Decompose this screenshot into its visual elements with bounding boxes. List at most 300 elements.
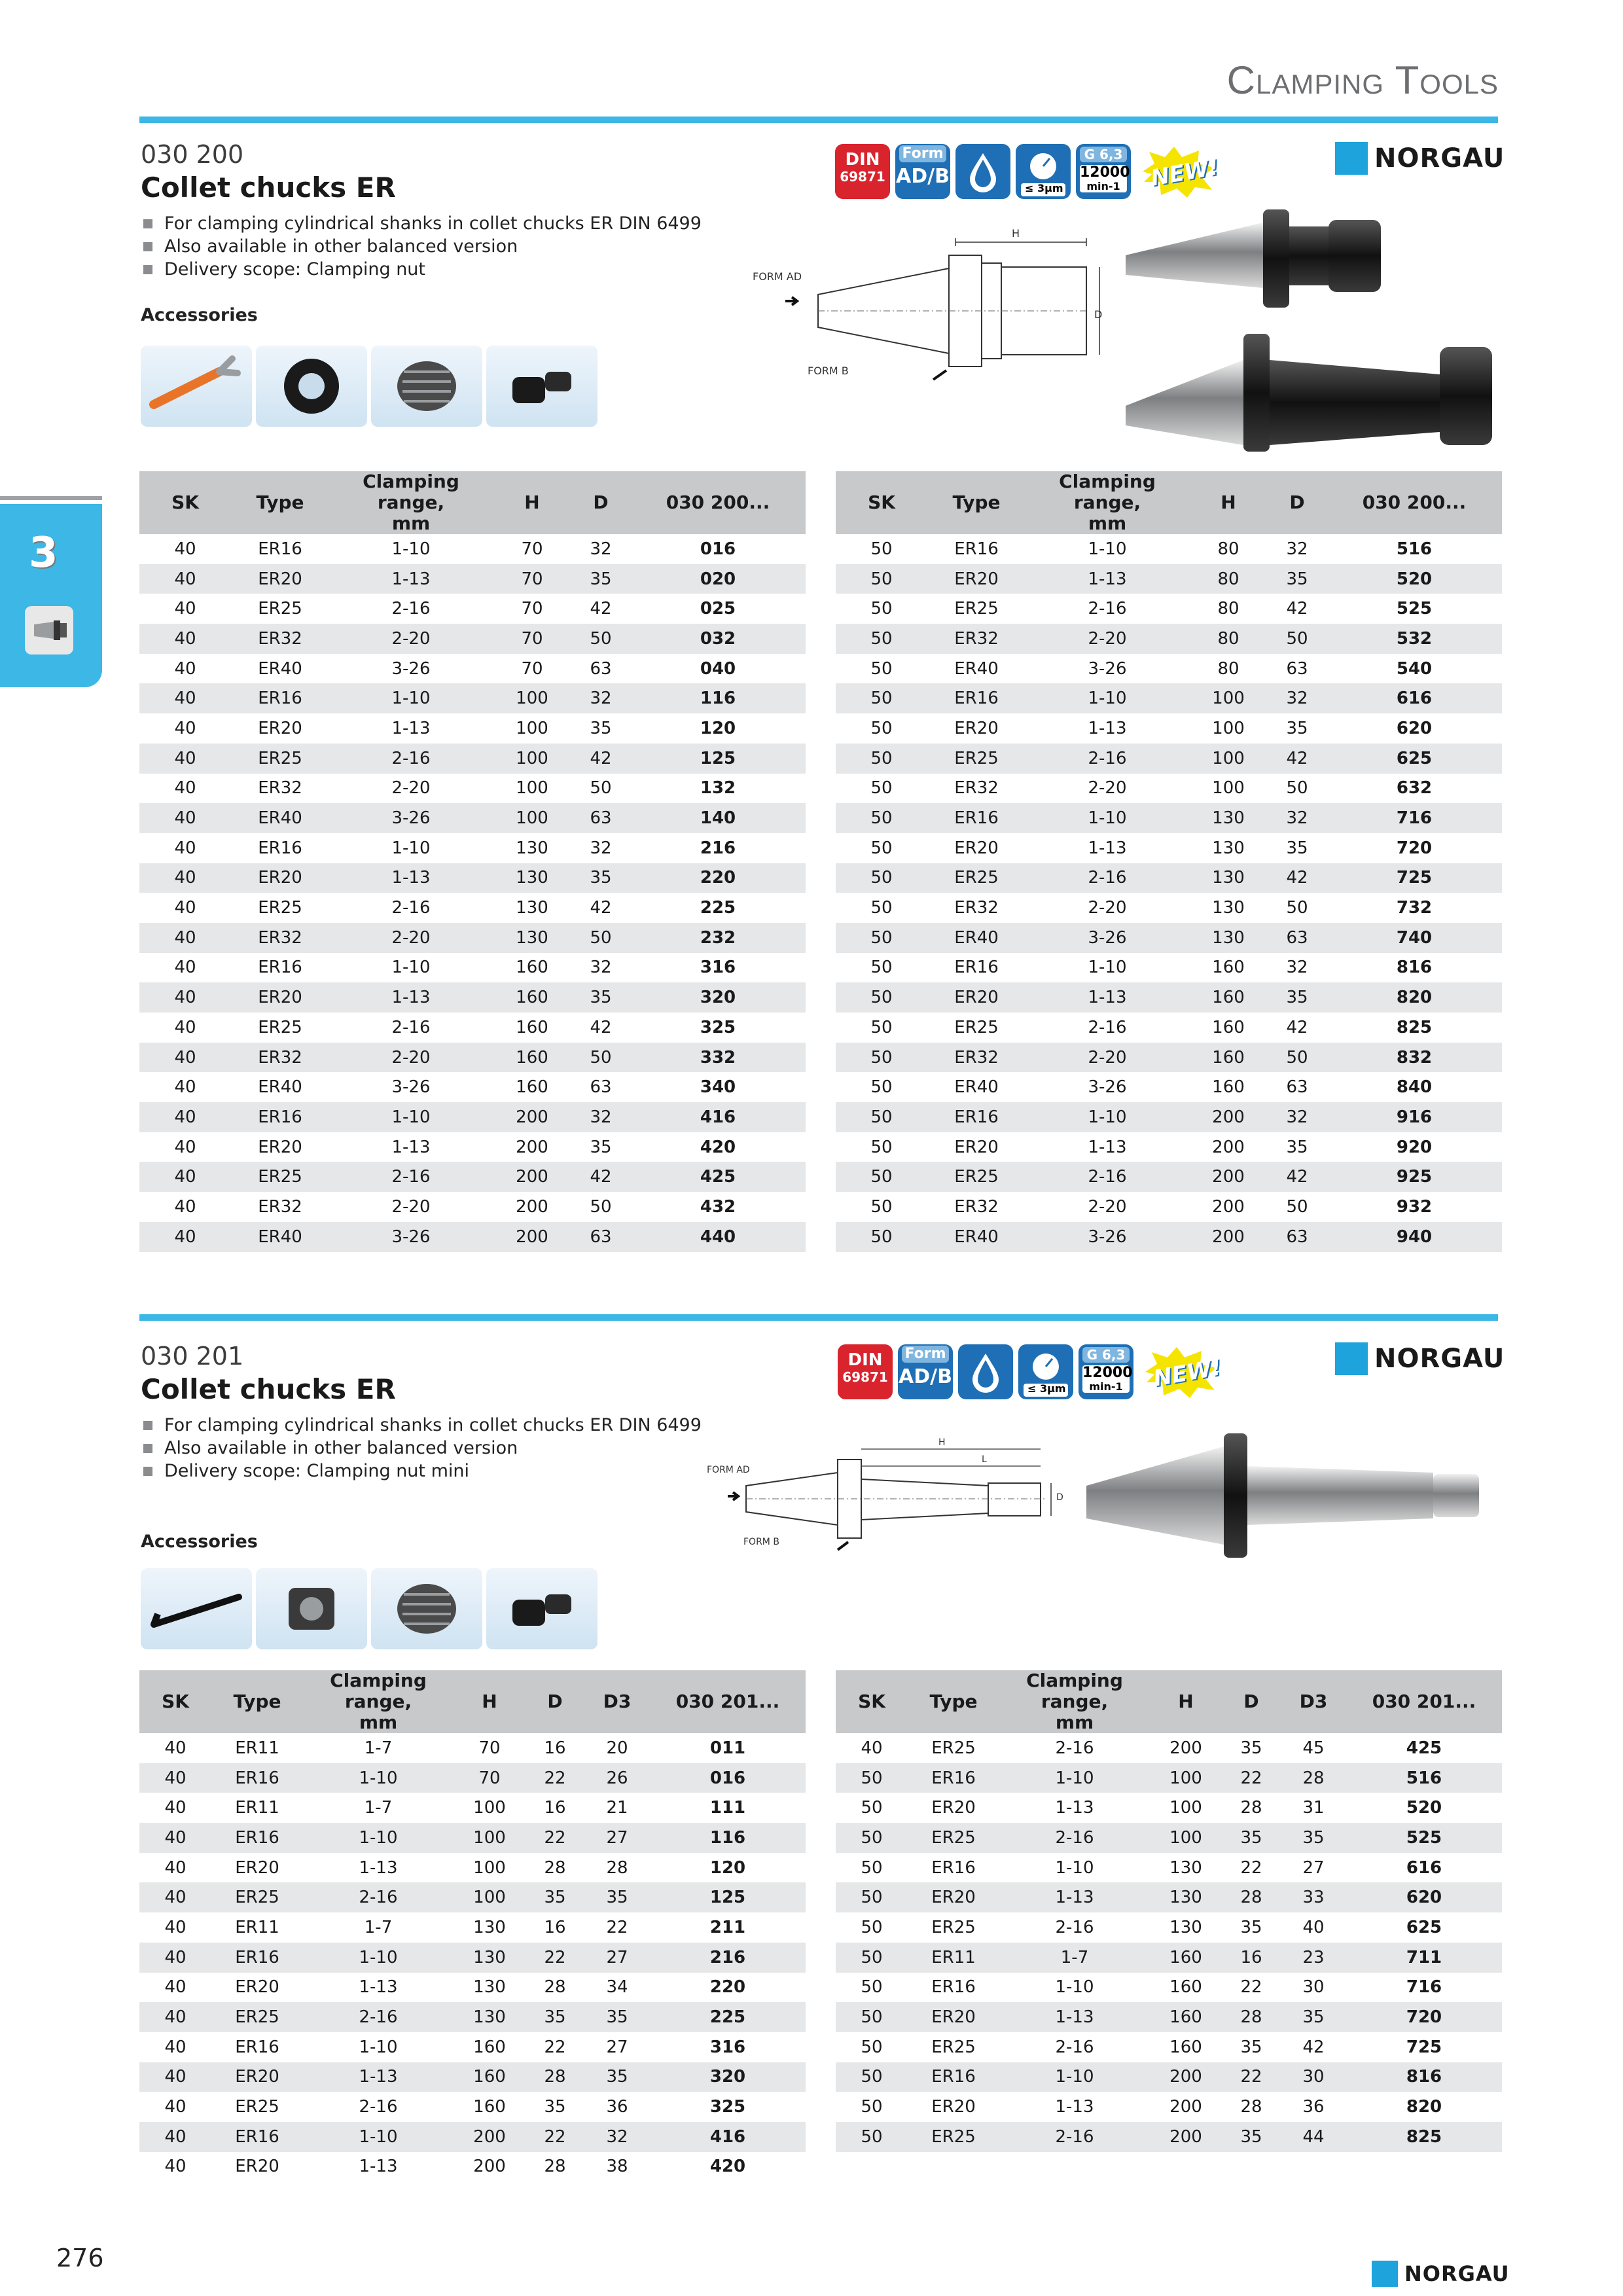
table-cell: 20 [606,1738,628,1758]
section-1-accessories [141,346,597,427]
table-cell: 200 [1189,1102,1268,1132]
section-1-number: 030 200 [141,140,244,169]
table-cell: 40 [164,1738,187,1758]
table-cell: 1-10 [1055,1977,1094,1998]
collet-accessory[interactable] [371,1568,482,1649]
svg-text:L: L [982,1454,987,1465]
table-cell: 40 [139,863,231,893]
table-row [139,1043,806,1073]
article-code-cell: 520 [1327,564,1502,594]
table-cell: 40 [164,2097,187,2117]
article-code-cell: 516 [1346,1763,1502,1793]
table-cell: ER20 [954,1137,999,1157]
table-cell: 42 [590,898,612,918]
clamping-nut-accessory[interactable] [256,346,367,427]
col-header-h: H [454,1670,526,1733]
table-cell: 42 [1268,1162,1327,1192]
table-cell: 50 [870,838,893,858]
table-cell: 2-16 [1088,1017,1127,1037]
article-code-cell: 116 [630,683,806,713]
table-cell: 1-13 [999,2002,1150,2032]
table-cell: ER40 [231,803,329,833]
balance-tolerance: ≤ 3µm [1027,1382,1066,1395]
table-row [836,1943,1502,1973]
table-row [836,1162,1502,1192]
table-cell: ER32 [231,1043,329,1073]
section-1-accessories-label: Accessories [141,305,258,325]
table-cell: 50 [836,564,927,594]
table-row [139,774,806,804]
table-cell: ER32 [954,778,999,798]
table-cell: 22 [1222,1763,1281,1793]
table-row [836,982,1502,1013]
pull-stud-accessory[interactable] [486,346,597,427]
table-cell: 50 [836,863,927,893]
table-cell: 32 [571,683,630,713]
table-cell: 200 [473,2157,506,2177]
article-code-cell: 025 [700,599,736,619]
article-code-cell: 432 [700,1196,736,1217]
table-cell: 160 [1212,958,1245,978]
table-cell: 200 [1169,2097,1202,2117]
table-cell: 35 [571,982,630,1013]
table-cell: 130 [1212,898,1245,918]
table-cell: 40 [139,1943,211,1973]
table-cell: 100 [516,778,548,798]
brand-square-icon [1335,1342,1368,1375]
table-row [836,1882,1502,1912]
table-cell: 42 [1286,599,1308,619]
article-code-cell: 320 [630,982,806,1013]
table-cell: 2-20 [1026,1043,1189,1073]
table-cell: 1-10 [1026,803,1189,833]
article-code-cell: 620 [1346,1882,1502,1912]
table-cell: 50 [870,1137,893,1157]
article-code-cell: 816 [1396,958,1433,978]
table-cell: 28 [1281,1763,1346,1793]
brand-square-icon [1335,142,1368,175]
article-code-cell: 820 [1406,2097,1442,2117]
table-cell: 130 [493,923,571,953]
article-code-cell: 040 [700,658,736,679]
table-cell: 1-13 [1088,1137,1127,1157]
table-cell: 2-16 [391,898,431,918]
table-cell: 40 [139,683,231,713]
coolant-drop-icon [958,1344,1013,1399]
section-1-technical-drawing [753,223,1119,393]
table-cell: 100 [1189,744,1268,774]
article-code-cell: 720 [1346,2002,1502,2032]
table-cell: ER40 [231,1222,329,1252]
table-row [139,564,806,594]
top-divider [139,117,1498,123]
table-cell: 27 [584,1943,650,1973]
table-cell: 70 [493,564,571,594]
table-cell: 40 [174,958,196,978]
table-cell: 35 [571,863,630,893]
table-cell: ER16 [231,1102,329,1132]
article-code-cell: 316 [700,958,736,978]
article-code-cell: 825 [1346,2122,1502,2152]
table-cell: 100 [493,683,571,713]
table-cell: 70 [478,1738,501,1758]
table-cell: 3-26 [1088,658,1127,679]
table-row [139,1013,806,1043]
feature-item: Delivery scope: Clamping nut mini [141,1460,702,1482]
svg-text:D: D [1056,1492,1063,1503]
table-cell: 40 [1302,1917,1325,1937]
table-cell: 33 [1281,1882,1346,1912]
section-2-table-left [139,1670,806,2181]
table-row [836,1222,1502,1252]
table-cell: 50 [870,1077,893,1098]
table-cell: 40 [139,1763,211,1793]
section-1-title: Collet chucks ER [141,171,396,204]
table-row [139,2152,806,2182]
article-code-cell: 216 [700,838,736,858]
article-code-cell: 840 [1396,1077,1433,1098]
col-header-type: Type [231,471,329,534]
table-cell: 1-13 [1088,718,1127,738]
table-cell: 31 [1302,1798,1325,1818]
table-cell: 22 [1240,1857,1262,1878]
table-cell: 3-26 [391,1077,431,1098]
table-cell: 40 [174,1077,196,1098]
table-cell: 50 [870,1017,893,1037]
table-cell: ER32 [231,923,329,953]
table-cell: ER16 [927,1102,1026,1132]
table-cell: 35 [1268,564,1327,594]
col-header-d: D [571,471,630,534]
table-row [139,713,806,744]
table-cell: ER40 [258,658,302,679]
table-cell: 50 [571,923,630,953]
table-row [139,2002,806,2032]
article-code-cell: 916 [1327,1102,1502,1132]
table-cell: ER25 [258,898,302,918]
table-cell: 32 [584,2122,650,2152]
new-badge: NEW! [1136,144,1221,199]
article-code-cell: 120 [700,718,736,738]
table-cell: ER25 [211,1882,303,1912]
table-cell: 2-16 [1026,1162,1189,1192]
table-cell: ER16 [211,2122,303,2152]
table-cell: 28 [1222,2002,1281,2032]
table-cell: 30 [1302,1977,1325,1998]
table-cell: ER40 [954,1077,999,1098]
section-2-number: 030 201 [141,1342,244,1371]
table-cell: 16 [1222,1943,1281,1973]
table-cell: 63 [1286,1077,1308,1098]
table-cell: 160 [493,1043,571,1073]
table-cell: 22 [544,2037,566,2057]
table-cell: 40 [174,898,196,918]
article-code-cell: 932 [1396,1196,1433,1217]
article-code-cell: 140 [630,803,806,833]
table-cell: 40 [174,1137,196,1157]
table-cell: 200 [1169,1738,1202,1758]
table-row [139,953,806,983]
article-code-cell: 325 [709,2097,746,2117]
table-cell: 100 [493,744,571,774]
table-cell: 130 [1189,803,1268,833]
table-row [139,1763,806,1793]
table-cell: 1-10 [303,2122,454,2152]
table-cell: ER20 [908,1882,999,1912]
table-cell: 1-13 [303,2062,454,2092]
table-row [139,1853,806,1883]
table-cell: ER11 [908,1943,999,1973]
table-cell: 160 [454,2062,526,2092]
table-row [139,1973,806,2003]
article-code-cell: 225 [650,2002,806,2032]
table-cell: 50 [836,923,927,953]
article-code-cell: 525 [1396,599,1433,619]
table-cell: 160 [516,958,548,978]
table-cell: 160 [1212,1017,1245,1037]
table-row [836,564,1502,594]
table-row [139,744,806,774]
feature-item: For clamping cylindrical shanks in collet chucks ER DIN 6499 [141,212,702,235]
table-cell: 2-16 [1055,1917,1094,1937]
table-cell: 40 [139,2062,211,2092]
table-cell: ER20 [231,564,329,594]
table-cell: 3-26 [1088,1077,1127,1098]
col-header-d: D [526,1670,584,1733]
table-cell: 50 [870,898,893,918]
article-code-cell: 940 [1327,1222,1502,1252]
table-cell: 42 [1302,2037,1325,2057]
pull-stud-accessory[interactable] [486,1568,597,1649]
article-code-cell: 225 [700,898,736,918]
article-code-cell: 625 [1327,744,1502,774]
table-cell: ER40 [954,658,999,679]
table-cell: ER16 [931,1977,976,1998]
article-code-cell: 620 [1396,718,1433,738]
table-cell: 2-20 [1088,898,1127,918]
article-code-cell: 216 [650,1943,806,1973]
table-cell: 50 [1268,624,1327,654]
article-code-cell: 340 [700,1077,736,1098]
table-cell: 50 [836,683,927,713]
table-cell: 50 [571,624,630,654]
section-1-badges [835,144,1221,199]
table-cell: 32 [1286,958,1308,978]
table-cell: 50 [870,778,893,798]
table-cell: 130 [1150,1882,1222,1912]
table-cell: 22 [526,1943,584,1973]
table-row [139,1793,806,1823]
table-row [139,2092,806,2122]
table-cell: 1-13 [359,1977,398,1998]
collet-accessory[interactable] [371,346,482,427]
article-code-cell: 711 [1346,1943,1502,1973]
table-row [836,953,1502,983]
table-cell: ER25 [931,2037,976,2057]
article-code-cell: 316 [709,2037,746,2057]
table-cell: 32 [1268,803,1327,833]
table-cell: 200 [1189,1222,1268,1252]
table-cell: 2-16 [1055,1738,1094,1758]
article-code-cell: 616 [1406,1857,1442,1878]
table-cell: 200 [1189,1162,1268,1192]
article-code-cell: 120 [709,1857,746,1878]
table-cell: 160 [473,2037,506,2057]
table-cell: ER11 [235,1738,279,1758]
article-code-cell: 440 [630,1222,806,1252]
table-cell: 1-10 [391,539,431,559]
table-cell: 40 [174,838,196,858]
table-cell: 200 [516,1137,548,1157]
table-cell: 2-16 [391,1017,431,1037]
table-cell: 50 [836,982,927,1013]
table-cell: 40 [139,1222,231,1252]
table-cell: 63 [571,803,630,833]
article-code-cell: 232 [630,923,806,953]
table-row [836,683,1502,713]
table-cell: 44 [1281,2122,1346,2152]
section-2-product-photo [1080,1420,1499,1564]
form-badge: Form AD/B [898,1344,953,1399]
article-code-cell: 116 [650,1823,806,1853]
table-cell: 1-13 [391,1137,431,1157]
table-cell: ER20 [231,863,329,893]
table-cell: 40 [861,1738,883,1758]
wrench-accessory[interactable] [141,1568,252,1649]
article-code-cell: 540 [1396,658,1433,679]
table-cell: ER20 [231,982,329,1013]
col-header-d: D [1222,1670,1281,1733]
table-cell: ER32 [258,1196,302,1217]
table-cell: 40 [139,2002,211,2032]
table-cell: 160 [493,982,571,1013]
brand-logo: NORGAU [1335,1342,1505,1375]
table-cell: 40 [174,1017,196,1037]
svg-text:FORM B: FORM B [808,365,849,377]
table-cell: 28 [544,1857,566,1878]
table-cell: 160 [1150,1943,1222,1973]
article-code-cell: 820 [1327,982,1502,1013]
table-cell: 160 [1150,2002,1222,2032]
table-cell: 50 [1268,1043,1327,1073]
table-cell: ER20 [258,718,302,738]
table-cell: ER20 [235,1857,279,1878]
table-cell: 130 [1189,863,1268,893]
table-cell: ER40 [927,1222,1026,1252]
table-cell: 35 [1281,2002,1346,2032]
article-code-cell: 625 [1406,1917,1442,1937]
table-cell: 63 [571,1222,630,1252]
table-cell: 130 [1212,838,1245,858]
feature-item: Also available in other balanced version [141,1437,702,1460]
table-cell: ER25 [211,2002,303,2032]
table-cell: 50 [870,539,893,559]
table-cell: 22 [1222,2062,1281,2092]
col-header-type: Type [908,1670,999,1733]
table-cell: ER25 [927,744,1026,774]
table-cell: 70 [521,658,543,679]
balance-tolerance: ≤ 3µm [1025,182,1063,194]
table-cell: ER20 [258,1137,302,1157]
table-cell: 42 [1286,1017,1308,1037]
table-cell: 35 [1281,1823,1346,1853]
table-cell: ER25 [931,1917,976,1937]
article-code-cell: 532 [1327,624,1502,654]
table-cell: 200 [493,1222,571,1252]
table-cell: 28 [544,1977,566,1998]
table-cell: 1-7 [364,1738,393,1758]
table-cell: 1-13 [1026,564,1189,594]
table-cell: 38 [606,2157,628,2177]
table-cell: 1-10 [303,1943,454,1973]
table-cell: 100 [1212,718,1245,738]
table-row [139,1162,806,1192]
article-code-cell: 132 [700,778,736,798]
table-cell: 28 [606,1857,628,1878]
table-cell: ER25 [231,1162,329,1192]
col-header-clamping-range: Clamping range, mm [999,1670,1150,1733]
table-cell: 36 [606,2097,628,2117]
table-cell: ER20 [235,2157,279,2177]
table-cell: 100 [1169,1798,1202,1818]
table-cell: ER25 [954,1017,999,1037]
table-cell: 2-16 [1026,744,1189,774]
table-row [139,1912,806,1943]
table-cell: 50 [836,1882,908,1912]
table-cell: 1-13 [359,1857,398,1878]
table-row [836,863,1502,893]
table-row [836,1013,1502,1043]
table-cell: 35 [1286,838,1308,858]
clamping-nut-mini-accessory[interactable] [256,1568,367,1649]
table-cell: 100 [1150,1763,1222,1793]
wrench-accessory[interactable] [141,346,252,427]
table-row [139,624,806,654]
col-header-clamping-range: Clamping range, mm [1026,471,1189,534]
table-row [139,2062,806,2092]
table-cell: 1-7 [364,1917,393,1937]
table-cell: 40 [164,1977,187,1998]
table-cell: 130 [493,863,571,893]
table-cell: 130 [454,2002,526,2032]
table-cell: 130 [516,838,548,858]
table-cell: 2-16 [999,2122,1150,2152]
section-2-badges [838,1344,1224,1399]
table-row [836,2032,1502,2062]
table-cell: 2-16 [391,599,431,619]
table-cell: 80 [1189,564,1268,594]
table-cell: 50 [861,2097,883,2117]
table-cell: 200 [1150,2122,1222,2152]
section-2-technical-drawing [707,1433,1073,1558]
table-cell: 28 [526,2062,584,2092]
article-code-cell: 416 [630,1102,806,1132]
table-row [836,713,1502,744]
table-cell: 50 [870,658,893,679]
section-2-title: Collet chucks ER [141,1373,396,1405]
table-row [836,1912,1502,1943]
page-title: Clamping Tools [1226,58,1499,102]
article-code-cell: 725 [1406,2037,1442,2057]
table-row [836,594,1502,624]
table-cell: 63 [1268,923,1327,953]
chapter-number: 3 [29,529,58,577]
svg-text:H: H [938,1437,946,1448]
table-row [836,833,1502,863]
table-cell: 2-16 [329,744,493,774]
table-cell: 1-10 [999,2062,1150,2092]
table-row [836,1132,1502,1162]
